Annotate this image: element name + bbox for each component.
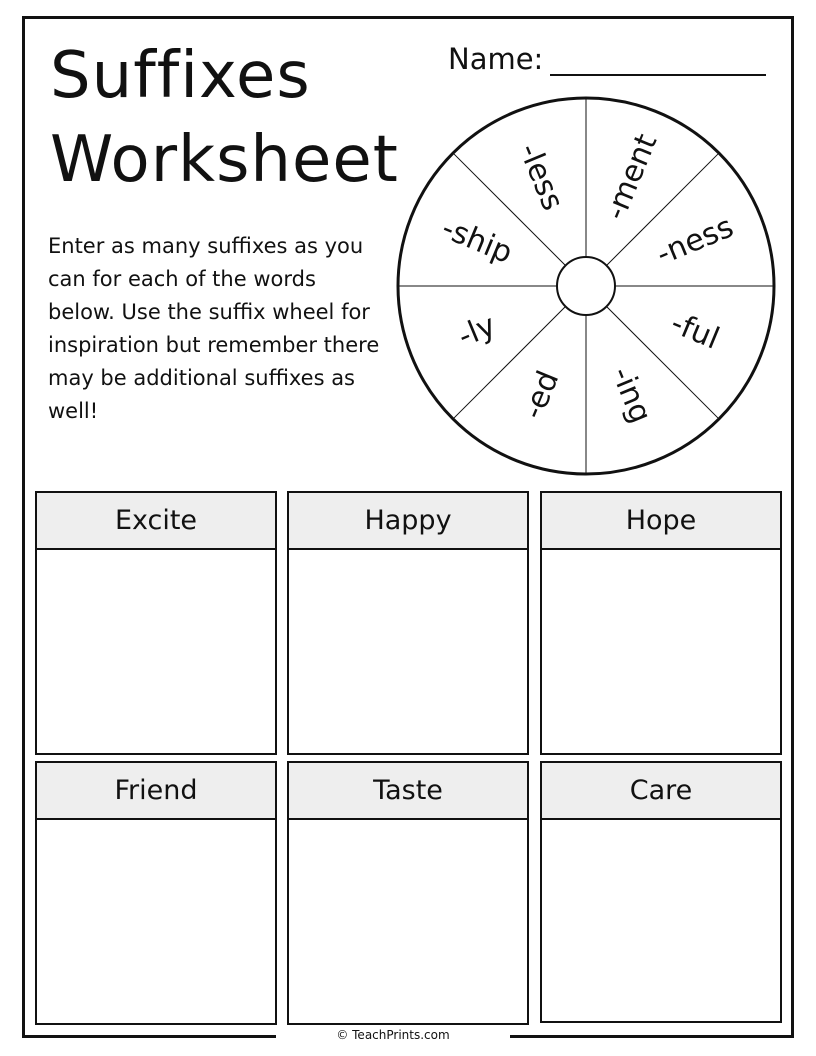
answer-box[interactable] (37, 820, 275, 1023)
word-card-hope (540, 491, 782, 755)
suffix-wheel (394, 94, 778, 478)
word-card-title: Hope (542, 493, 780, 550)
wheel-suffix-label: -ful (665, 305, 725, 357)
wheel-suffix-label: -ment (597, 129, 665, 225)
word-grid (35, 491, 782, 1025)
word-card-title: Happy (289, 493, 527, 550)
answer-box[interactable] (289, 820, 527, 1023)
answer-box[interactable] (37, 550, 275, 753)
page-title (50, 34, 399, 202)
title-line-2: Worksheet (50, 123, 399, 197)
wheel-suffix-label: -ly (453, 307, 501, 355)
title-line-1: Suffixes (50, 39, 311, 113)
word-card-taste (287, 761, 529, 1025)
word-card-title: Friend (37, 763, 275, 820)
word-card-excite (35, 491, 277, 755)
wheel-suffix-label: -ing (604, 361, 659, 429)
wheel-suffix-label: -ed (515, 365, 567, 425)
answer-box[interactable] (542, 550, 780, 753)
word-card-friend (35, 761, 277, 1025)
word-card-care (540, 761, 782, 1023)
word-card-title: Excite (37, 493, 275, 550)
wheel-suffix-label: -less (511, 138, 571, 216)
name-label: Name: (448, 42, 544, 76)
word-card-happy (287, 491, 529, 755)
name-field[interactable] (448, 40, 768, 80)
answer-box[interactable] (542, 820, 780, 1021)
word-card-title: Taste (289, 763, 527, 820)
answer-box[interactable] (289, 550, 527, 753)
wheel-hub (557, 257, 615, 315)
wheel-suffix-label: -ness (651, 209, 739, 273)
instructions: Enter as many suffixes as you can for each of the words below. Use the suffix wheel for inspiration but remember there may be additional suffixes as well! (48, 234, 380, 423)
wheel-suffix-label: -ship (436, 210, 518, 271)
name-line[interactable] (550, 74, 766, 76)
word-card-title: Care (542, 763, 780, 820)
copyright-footer: © TeachPrints.com (276, 1027, 510, 1043)
